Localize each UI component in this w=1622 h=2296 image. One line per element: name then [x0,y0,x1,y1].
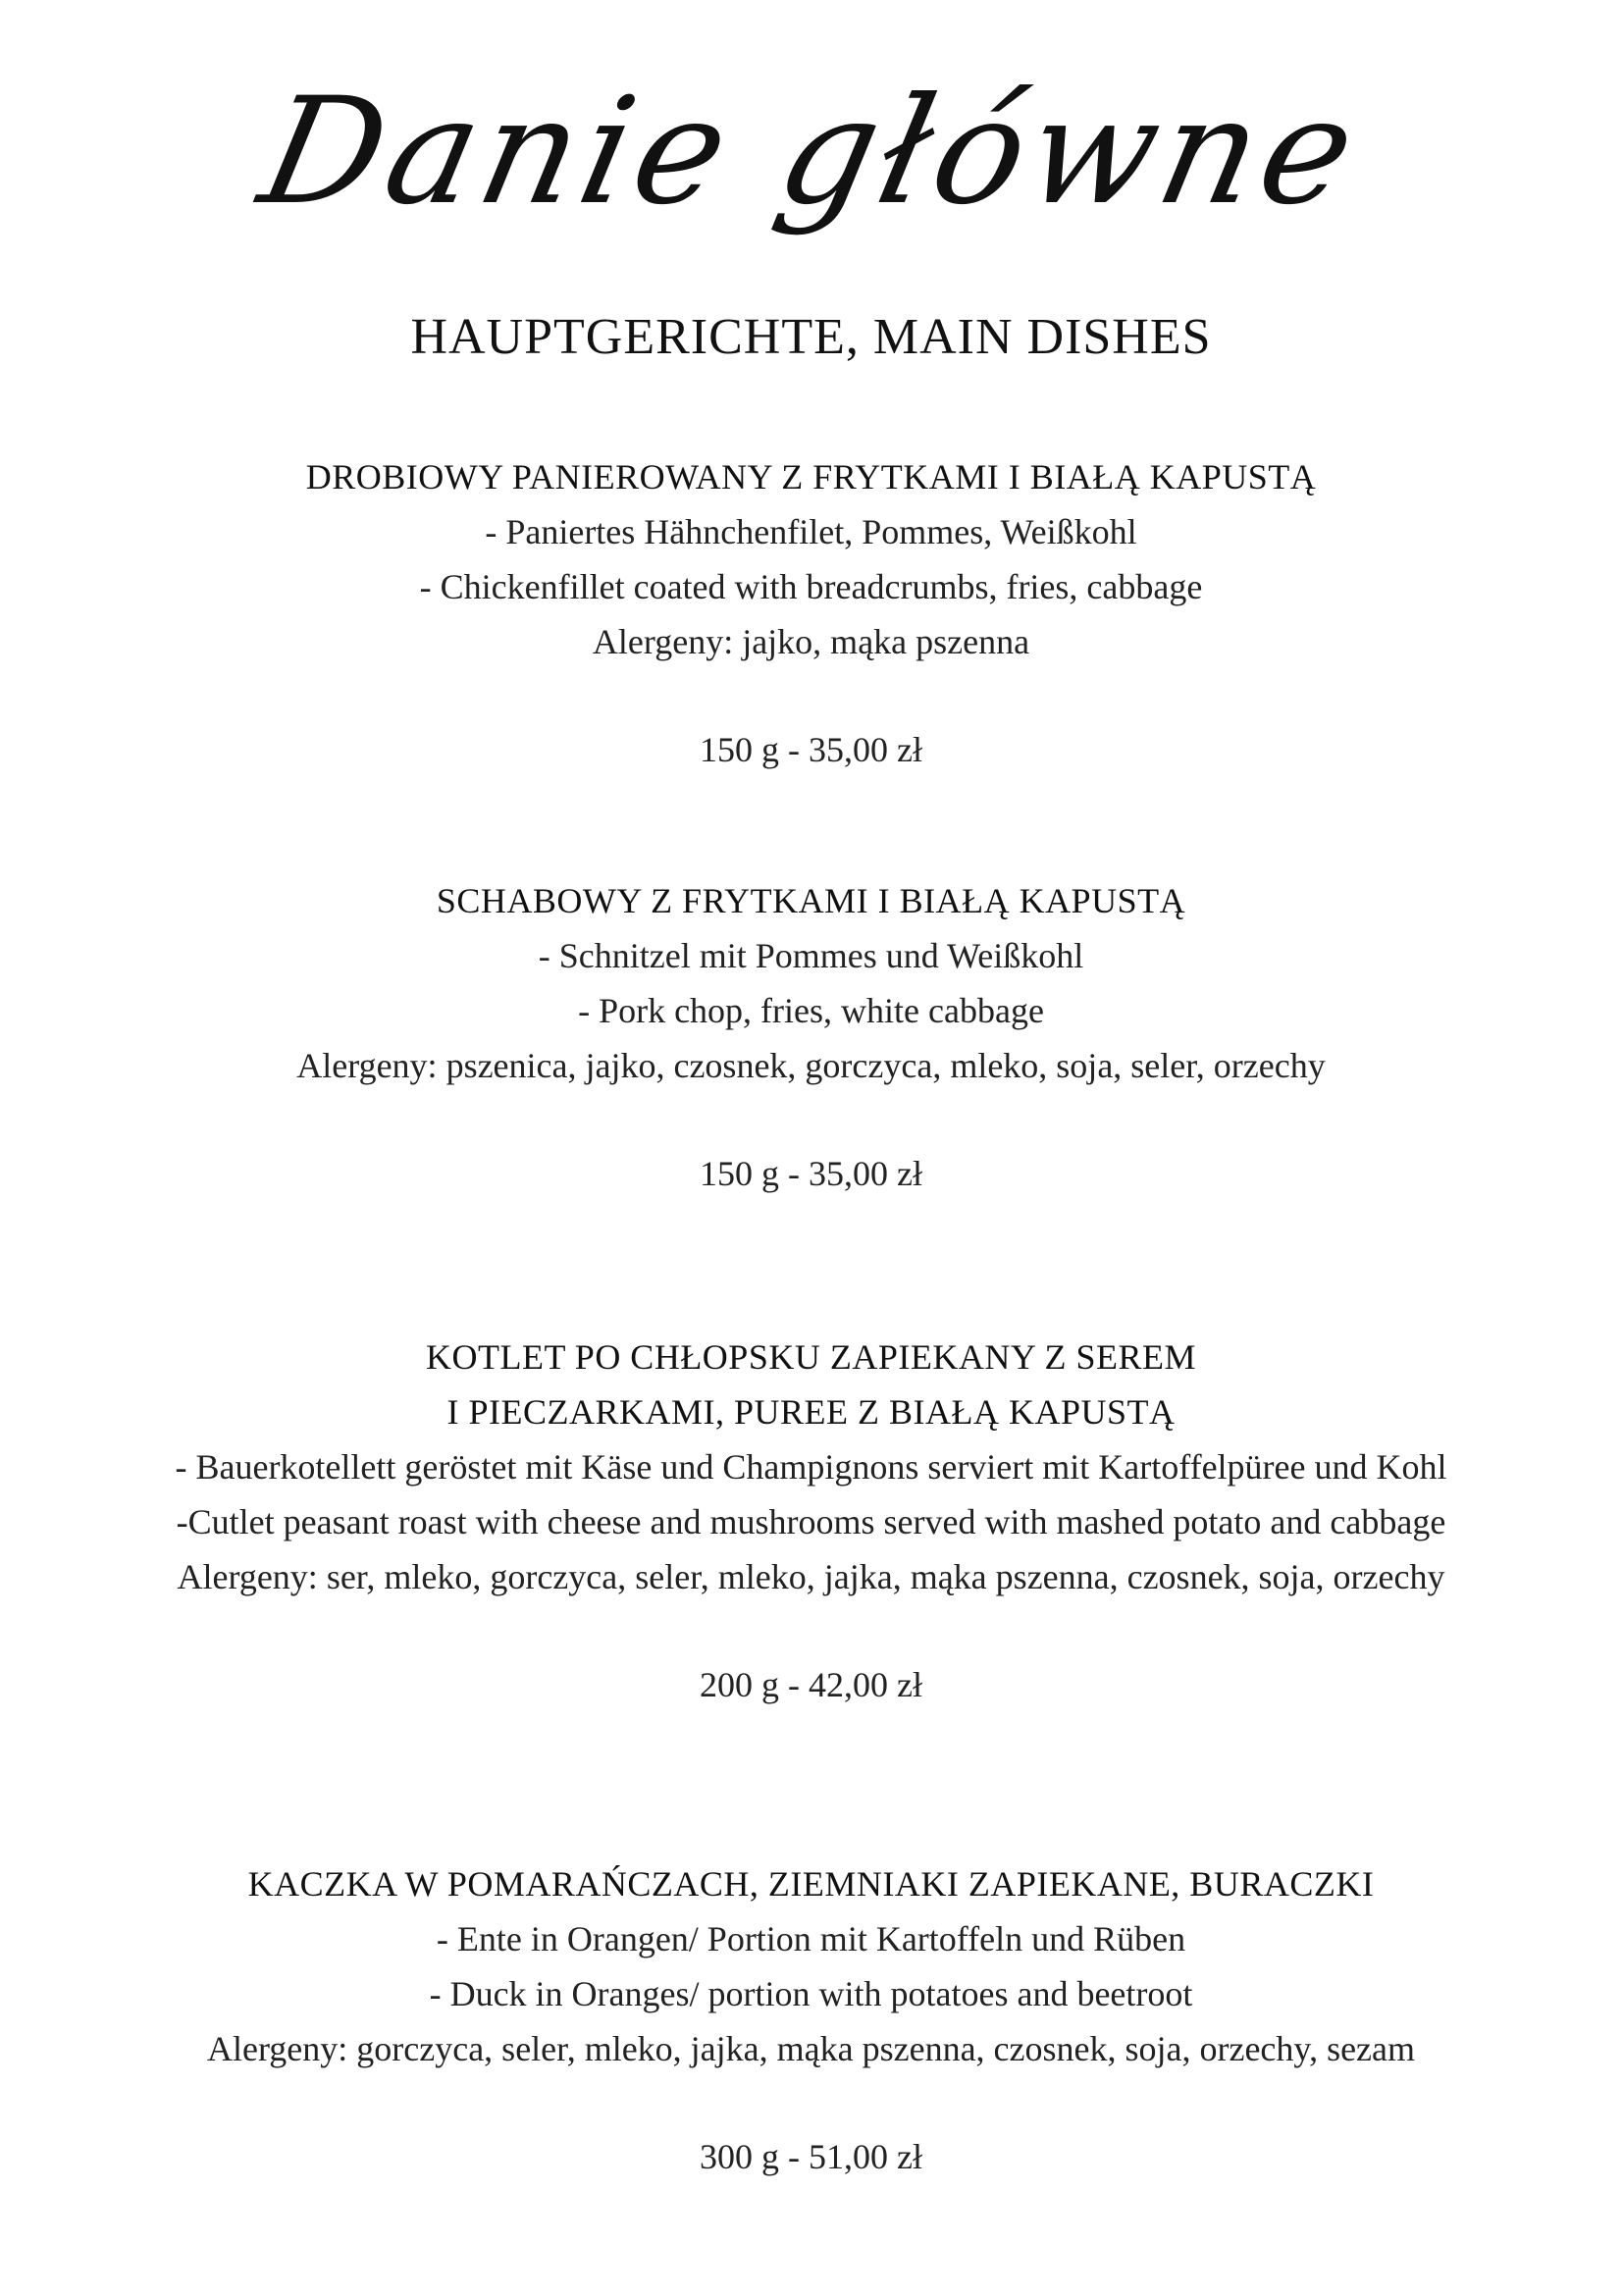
menu-item [0,873,1622,1201]
dish-description-german: - Schnitzel mit Pommes und Weißkohl [538,936,1084,975]
page-title: Danie główne [247,67,1375,237]
dish-description-english: -Cutlet peasant roast with cheese and mushrooms served with mashed potato and cabbage [176,1502,1446,1541]
dish-description-german: - Paniertes Hähnchenfilet, Pommes, Weißkohl [485,512,1137,551]
dish-name: SCHABOWY Z FRYTKAMI I BIAŁĄ KAPUSTĄ [436,881,1186,920]
page-subtitle: HAUPTGERICHTE, MAIN DISHES [410,309,1212,365]
dish-price: 150 g - 35,00 zł [700,730,922,769]
dish-price: 150 g - 35,00 zł [700,1154,922,1193]
menu-item [0,1330,1622,1712]
dish-name: KACZKA W POMARAŃCZACH, ZIEMNIAKI ZAPIEKANE, BURACZKI [247,1864,1375,1904]
dish-price: 200 g - 42,00 zł [700,1665,922,1704]
menu-item [0,1856,1622,2184]
menu-item [0,449,1622,777]
dish-price: 300 g - 51,00 zł [700,2137,922,2176]
dish-description-english: - Chickenfillet coated with breadcrumbs, fries, cabbage [419,567,1203,606]
dish-name: KOTLET PO CHŁOPSKU ZAPIEKANY Z SEREM [425,1337,1197,1377]
dish-description-english: - Pork chop, fries, white cabbage [578,991,1044,1030]
dish-allergens: Alergeny: gorczyca, seler, mleko, jajka, mąka pszenna, czosnek, soja, orzechy, sezam [206,2029,1416,2068]
dish-description-german: - Ente in Orangen/ Portion mit Kartoffeln und Rüben [436,1919,1186,1958]
dish-description-german: - Bauerkotellett geröstet mit Käse und Champignons serviert mit Kartoffelpüree und Kohl [175,1447,1447,1487]
dish-allergens: Alergeny: pszenica, jajko, czosnek, gorczyca, mleko, soja, seler, orzechy [296,1046,1326,1085]
dish-allergens: Alergeny: ser, mleko, gorczyca, seler, mleko, jajka, mąka pszenna, czosnek, soja, orzechy [177,1557,1445,1596]
dish-name: DROBIOWY PANIEROWANY Z FRYTKAMI I BIAŁĄ KAPUSTĄ [305,457,1317,496]
dish-allergens: Alergeny: jajko, mąka pszenna [592,622,1030,661]
dish-description-english: - Duck in Oranges/ portion with potatoes and beetroot [429,1974,1193,2013]
dish-name-line-2: I PIECZARKAMI, PUREE Z BIAŁĄ KAPUSTĄ [446,1392,1176,1432]
